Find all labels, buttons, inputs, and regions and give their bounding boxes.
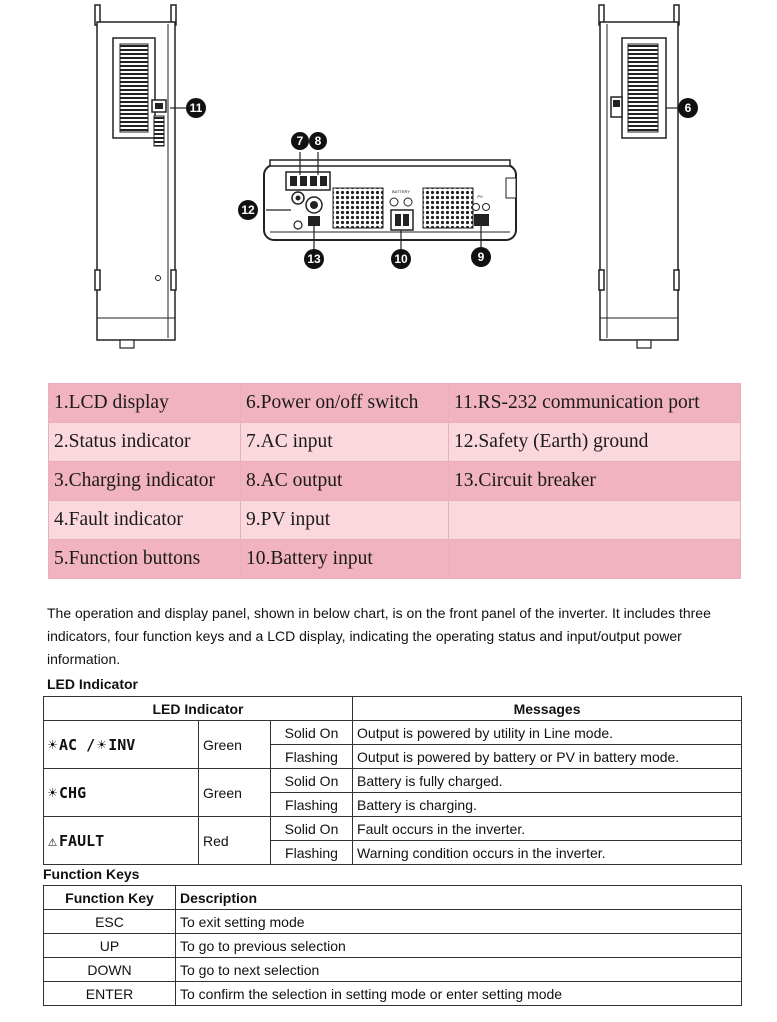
callout-12-label: 12: [241, 203, 255, 217]
parts-cell: 10.Battery input: [241, 540, 449, 579]
parts-cell: 9.PV input: [241, 501, 449, 540]
bottom-view: [238, 132, 516, 269]
led-name-text: INV: [108, 735, 136, 754]
led-message-cell: Fault occurs in the inverter.: [353, 817, 742, 841]
led-name-cell: [44, 769, 199, 817]
function-key-row: [44, 910, 742, 934]
keys-section-title: Function Keys: [43, 866, 140, 882]
parts-cell: 12.Safety (Earth) ground: [449, 423, 741, 462]
callout-13-label: 13: [307, 252, 321, 266]
led-row: [44, 817, 742, 841]
led-message-cell: Battery is charging.: [353, 793, 742, 817]
led-name-cell: [44, 721, 199, 769]
description-header: Description: [176, 886, 742, 910]
pv-port-label: PV: [477, 194, 483, 199]
led-color-cell: Red: [199, 817, 271, 865]
parts-cell: 13.Circuit breaker: [449, 462, 741, 501]
parts-table: [48, 383, 741, 579]
led-state-cell: Solid On: [271, 721, 353, 745]
right-side-view: [599, 5, 698, 348]
parts-row: [49, 423, 741, 462]
parts-cell: 1.LCD display: [49, 384, 241, 423]
parts-cell: [449, 501, 741, 540]
led-name-text: CHG: [59, 783, 87, 802]
function-key-cell: DOWN: [44, 958, 176, 982]
warning-icon: ⚠: [48, 831, 58, 850]
parts-cell: 7.AC input: [241, 423, 449, 462]
led-name-cell: [44, 817, 199, 865]
led-state-cell: Solid On: [271, 817, 353, 841]
led-name-text: FAULT: [59, 831, 105, 850]
parts-row: [49, 462, 741, 501]
function-desc-cell: To go to next selection: [176, 958, 742, 982]
led-section-title: LED Indicator: [47, 676, 139, 692]
sun-icon: ☀: [48, 783, 58, 802]
led-color-cell: Green: [199, 721, 271, 769]
function-key-row: [44, 958, 742, 982]
led-state-cell: Flashing: [271, 841, 353, 865]
parts-cell: 11.RS-232 communication port: [449, 384, 741, 423]
led-name-text: AC /: [59, 735, 96, 754]
callout-8-label: 8: [314, 134, 322, 148]
led-header: LED Indicator: [44, 697, 353, 721]
function-desc-cell: To exit setting mode: [176, 910, 742, 934]
parts-cell: 4.Fault indicator: [49, 501, 241, 540]
intro-paragraph: The operation and display panel, shown in below chart, is on the front panel of the inverter. It includes three indicators, four function keys and a LCD display, indicating the operating status and input/output power information.: [47, 605, 711, 667]
led-name: [48, 832, 104, 850]
led-state-cell: Flashing: [271, 745, 353, 769]
led-state-cell: Solid On: [271, 769, 353, 793]
function-key-row: [44, 934, 742, 958]
callout-10-label: 10: [394, 252, 408, 266]
callout-7-label: 7: [296, 134, 304, 148]
function-key-cell: ENTER: [44, 982, 176, 1006]
parts-cell: 8.AC output: [241, 462, 449, 501]
led-message-cell: Output is powered by battery or PV in battery mode.: [353, 745, 742, 769]
function-key-cell: UP: [44, 934, 176, 958]
led-indicator-table: [43, 696, 742, 865]
led-name: [48, 784, 86, 802]
sun-icon: ☀: [48, 735, 58, 754]
messages-header: Messages: [353, 697, 742, 721]
inverter-diagram: [0, 0, 777, 370]
led-message-cell: Battery is fully charged.: [353, 769, 742, 793]
parts-row: [49, 501, 741, 540]
led-row: [44, 769, 742, 793]
function-keys-table: [43, 885, 742, 1006]
function-key-row: [44, 982, 742, 1006]
led-name: [48, 736, 135, 754]
parts-row: [49, 540, 741, 579]
function-desc-cell: To go to previous selection: [176, 934, 742, 958]
led-message-cell: Warning condition occurs in the inverter.: [353, 841, 742, 865]
parts-cell: [449, 540, 741, 579]
parts-cell: 3.Charging indicator: [49, 462, 241, 501]
callout-9-label: 9: [477, 250, 485, 264]
callout-11-label: 11: [189, 101, 203, 115]
function-desc-cell: To confirm the selection in setting mode or enter setting mode: [176, 982, 742, 1006]
sun-icon: ☀: [97, 735, 107, 754]
led-row: [44, 721, 742, 745]
callout-6-label: 6: [684, 101, 692, 115]
parts-row: [49, 384, 741, 423]
led-message-cell: Output is powered by utility in Line mode.: [353, 721, 742, 745]
left-side-view: [95, 5, 206, 348]
parts-cell: 6.Power on/off switch: [241, 384, 449, 423]
parts-cell: 2.Status indicator: [49, 423, 241, 462]
parts-cell: 5.Function buttons: [49, 540, 241, 579]
battery-port-label: BATTERY: [391, 189, 411, 194]
led-color-cell: Green: [199, 769, 271, 817]
led-state-cell: Flashing: [271, 793, 353, 817]
function-key-header: Function Key: [44, 886, 176, 910]
function-key-cell: ESC: [44, 910, 176, 934]
